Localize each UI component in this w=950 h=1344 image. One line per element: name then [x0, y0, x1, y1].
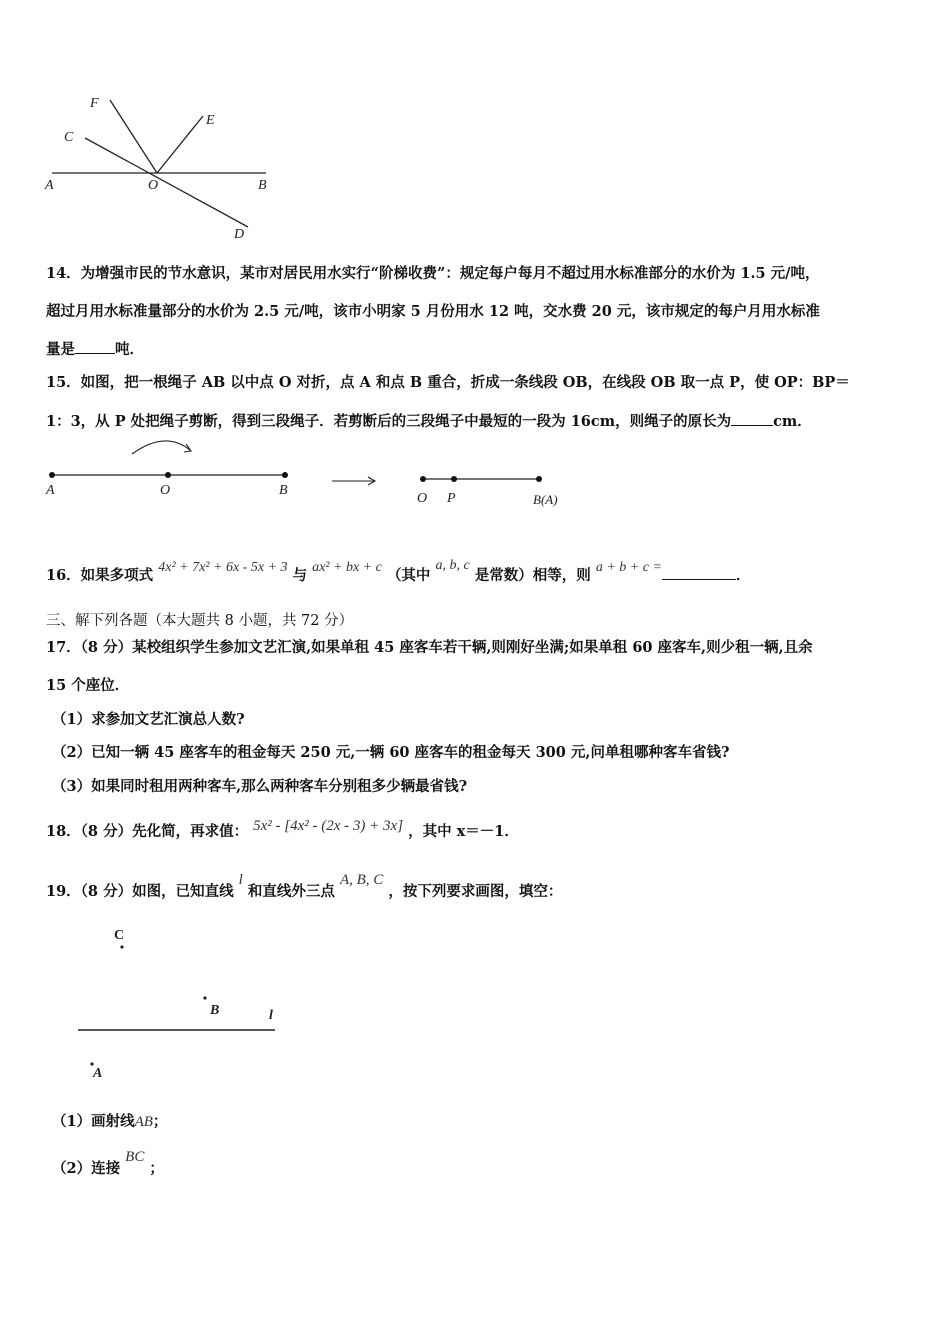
ray-of [110, 100, 157, 173]
q16-paren-close: 是常数）相等，则 [474, 567, 591, 584]
line-cd [85, 138, 248, 227]
q19-pre: 19．（8 分）如图，已知直线 [46, 883, 234, 900]
rope-figure-svg [40, 432, 600, 512]
point-ba [536, 476, 542, 482]
q17-sub1: （1）求参加文艺汇演总人数? [52, 711, 245, 728]
q14-answer-blank[interactable] [75, 341, 115, 354]
q17-sub2: （2）已知一辆 45 座客车的租金每天 250 元,一辆 60 座客车的租金每天 300 元,问单租哪种客车省钱? [52, 744, 730, 761]
q16-end: ． [735, 567, 751, 584]
dot-c [120, 945, 123, 948]
q16-mid: 与 [292, 567, 308, 584]
point-o2 [420, 476, 426, 482]
q19-post: ，按下列要求画图，填空： [388, 883, 563, 900]
q14-line3 [46, 338, 144, 359]
rope-label-o2: O [417, 491, 428, 506]
label-a: A [45, 178, 54, 193]
q19-s2-post: ； [149, 1160, 164, 1177]
q19-s2-pre: （2）连接 [52, 1160, 121, 1177]
q17-sub3: （3）如果同时租用两种客车,那么两种客车分别租多少辆最省钱? [52, 778, 468, 795]
rope-label-b: B [279, 483, 288, 498]
q14-line3-pre: 量是 [46, 341, 75, 358]
section-3-heading: 三、解下列各题（本大题共 8 小题，共 72 分） [46, 613, 354, 629]
q19-s1-pre: （1）画射线 [52, 1113, 135, 1130]
q18-post: ，其中 x＝－1． [408, 823, 519, 840]
point-a [49, 472, 55, 478]
q16-consts: a, b, c [435, 558, 470, 573]
label-o: O [148, 178, 159, 193]
point-b [282, 472, 288, 478]
q16-poly2: ax² + bx + c [312, 560, 382, 575]
q19-points: A, B, C [339, 872, 384, 888]
label-f: F [90, 96, 99, 111]
q15-answer-blank[interactable] [731, 413, 773, 426]
rope-label-p: P [447, 491, 456, 506]
q18-line [46, 820, 519, 841]
fig19-label-c: C [114, 928, 125, 943]
q16-line [46, 558, 751, 585]
q19-sub1 [52, 1110, 167, 1131]
label-b: B [258, 178, 267, 193]
q16-poly1: 4x² + 7x² + 6x - 5x + 3 [158, 560, 288, 575]
rope-label-o: O [160, 483, 171, 498]
point-p [451, 476, 457, 482]
dot-b [203, 996, 206, 999]
line-points-figure-svg [70, 925, 310, 1085]
q16-answer-blank[interactable] [662, 567, 736, 580]
q16-paren-open: （其中 [386, 567, 431, 584]
q15-line2-pre: 1：3，从 P 处把绳子剪断，得到三段绳子．若剪断后的三段绳子中最短的一段为 16cm，则绳子的原长为 [46, 413, 732, 430]
q15-line1: 15．如图，把一根绳子 AB 以中点 O 对折，点 A 和点 B 重合，折成一条线段 OB，在线段 OB 取一点 P，使 OP：BP＝ [46, 374, 850, 391]
rope-label-ba: B(A) [533, 492, 558, 507]
q19-s1-math: AB [134, 1114, 153, 1130]
q14-line1: 14．为增强市民的节水意识，某市对居民用水实行“阶梯收费”：规定每户每月不超过用水标准部分的水价为 1.5 元/吨， [46, 265, 820, 282]
angle-figure-svg [40, 90, 280, 250]
q19-s1-post: ； [152, 1113, 168, 1130]
q19-l: l [238, 872, 243, 888]
q19-s2-math: BC [125, 1149, 145, 1165]
q19-line [46, 872, 563, 901]
rope-label-a: A [46, 483, 55, 498]
q17-line2: 15 个座位． [46, 677, 130, 694]
fig19-label-b: B [210, 1003, 220, 1018]
q19-mid: 和直线外三点 [247, 883, 335, 900]
q17-line1: 17．（8 分）某校组织学生参加文艺汇演,如果单租 45 座客车若干辆,则刚好坐满;如果单租 60 座客车,则少租一辆,且余 [46, 639, 813, 656]
angle-figure [40, 90, 280, 250]
q16-pre: 16．如果多项式 [46, 567, 154, 584]
label-c: C [64, 130, 74, 145]
q14-line2: 超过月用水标准量部分的水价为 2.5 元/吨，该市小明家 5 月份用水 12 吨，交水费 20 元，该市规定的每户月用水标准 [46, 303, 820, 320]
q18-pre: 18．（8 分）先化简，再求值： [46, 823, 249, 840]
rope-figure [40, 432, 600, 512]
label-d: D [234, 227, 245, 242]
q18-expr: 5x² - [4x² - (2x - 3) + 3x] [253, 818, 404, 834]
q16-expr: a + b + c = [595, 560, 662, 575]
q14-line3-post: 吨． [115, 341, 144, 358]
line-points-figure [70, 925, 310, 1085]
label-e: E [206, 113, 215, 128]
ray-oe [157, 116, 203, 173]
point-o [165, 472, 171, 478]
q15-line2-post: cm． [773, 413, 812, 430]
fig19-label-l: l [269, 1008, 273, 1023]
q19-sub2 [52, 1149, 164, 1178]
q15-line2 [46, 410, 812, 431]
fold-arrow [132, 441, 190, 454]
fig19-label-a: A [93, 1066, 103, 1081]
